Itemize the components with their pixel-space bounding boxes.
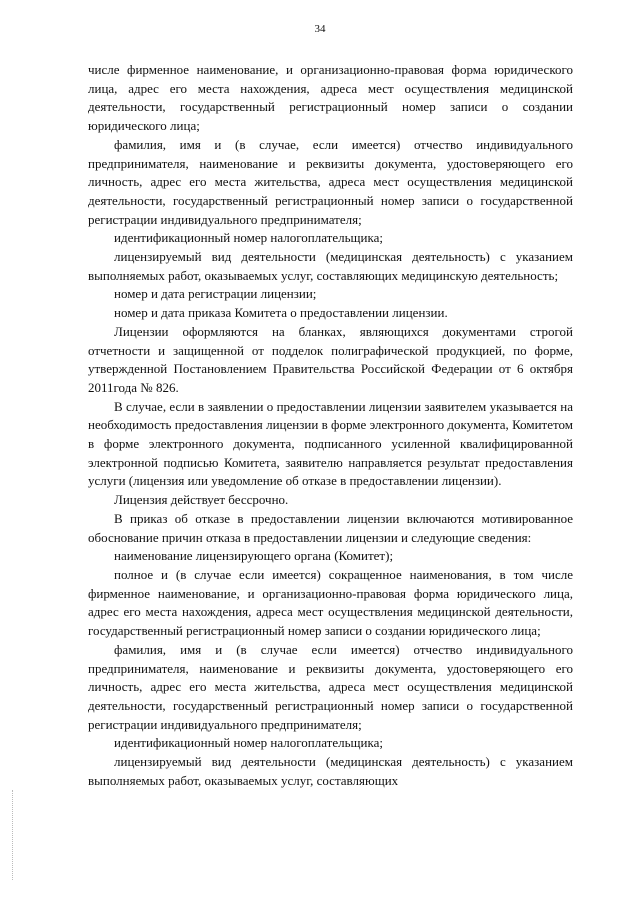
paragraph-2: фамилия, имя и (в случае, если имеется) отчество индивидуального предпринимателя, наименование и реквизиты документа, удостоверяющего его личность, адрес его места жительства, адреса мест осуществления медицинской деятельности, государственный регистрационный номер записи о государственной регистрации индивидуального предпринимателя; <box>88 136 573 227</box>
paragraph-10: В приказ об отказе в предоставлении лицензии включаются мотивированное обоснование причин отказа в предоставлении лицензии и следующие сведения: <box>88 510 573 545</box>
paragraph-7: Лицензии оформляются на бланках, являющихся документами строгой отчетности и защищенной от подделок полиграфической продукцией, по форме, утвержденной Постановлением Правительства Российской Федерации от 6 октября 2011года № 826. <box>88 323 573 395</box>
paragraph-14: идентификационный номер налогоплательщика; <box>114 735 383 751</box>
page-number: 34 <box>314 23 326 35</box>
paragraph-1: числе фирменное наименование, и организационно-правовая форма юридического лица, адрес его места нахождения, адреса мест осуществления медицинской деятельности, государственный регистрационный номер записи о создании юридического лица; <box>88 62 573 134</box>
paragraph-11: наименование лицензирующего органа (Комитет); <box>114 548 394 564</box>
scan-margin-mark <box>12 790 14 880</box>
paragraph-9: Лицензия действует бессрочно. <box>114 492 289 508</box>
paragraph-6: номер и дата приказа Комитета о предоставлении лицензии. <box>114 305 448 321</box>
paragraph-4: лицензируемый вид деятельности (медицинская деятельность) с указанием выполняемых работ, оказываемых услуг, составляющих медицинскую деятельность; <box>88 249 573 283</box>
paragraph-3: идентификационный номер налогоплательщика; <box>114 230 383 246</box>
paragraph-12: полное и (в случае если имеется) сокращенное наименования, в том числе фирменное наименование, и организационно-правовая форма юридического лица, адрес его места нахождения, адреса мест осуществления медицинской деятельности, государственный регистрационный номер записи о создании юридического лица; <box>88 566 573 639</box>
paragraph-5: номер и дата регистрации лицензии; <box>114 286 317 302</box>
document-body <box>88 61 573 790</box>
paragraph-8: В случае, если в заявлении о предоставлении лицензии заявителем указывается на необходимость предоставления лицензии в форме электронного документа, Комитетом в форме электронного документа, подписанного усиленной квалифицированной электронной подписью Комитета, заявителю направляется результат предоставления услуги (лицензия или уведомление об отказе в предоставлении лицензии). <box>88 398 573 489</box>
paragraph-15: лицензируемый вид деятельности (медицинская деятельность) с указанием выполняемых работ, оказываемых услуг, составляющих <box>88 754 573 788</box>
paragraph-13: фамилия, имя и (в случае если имеется) отчество индивидуального предпринимателя, наименование и реквизиты документа, удостоверяющего его личность, адрес его места жительства, адреса мест осуществления медицинской деятельности, государственный регистрационный номер записи о государственной регистрации индивидуального предпринимателя; <box>88 641 573 732</box>
